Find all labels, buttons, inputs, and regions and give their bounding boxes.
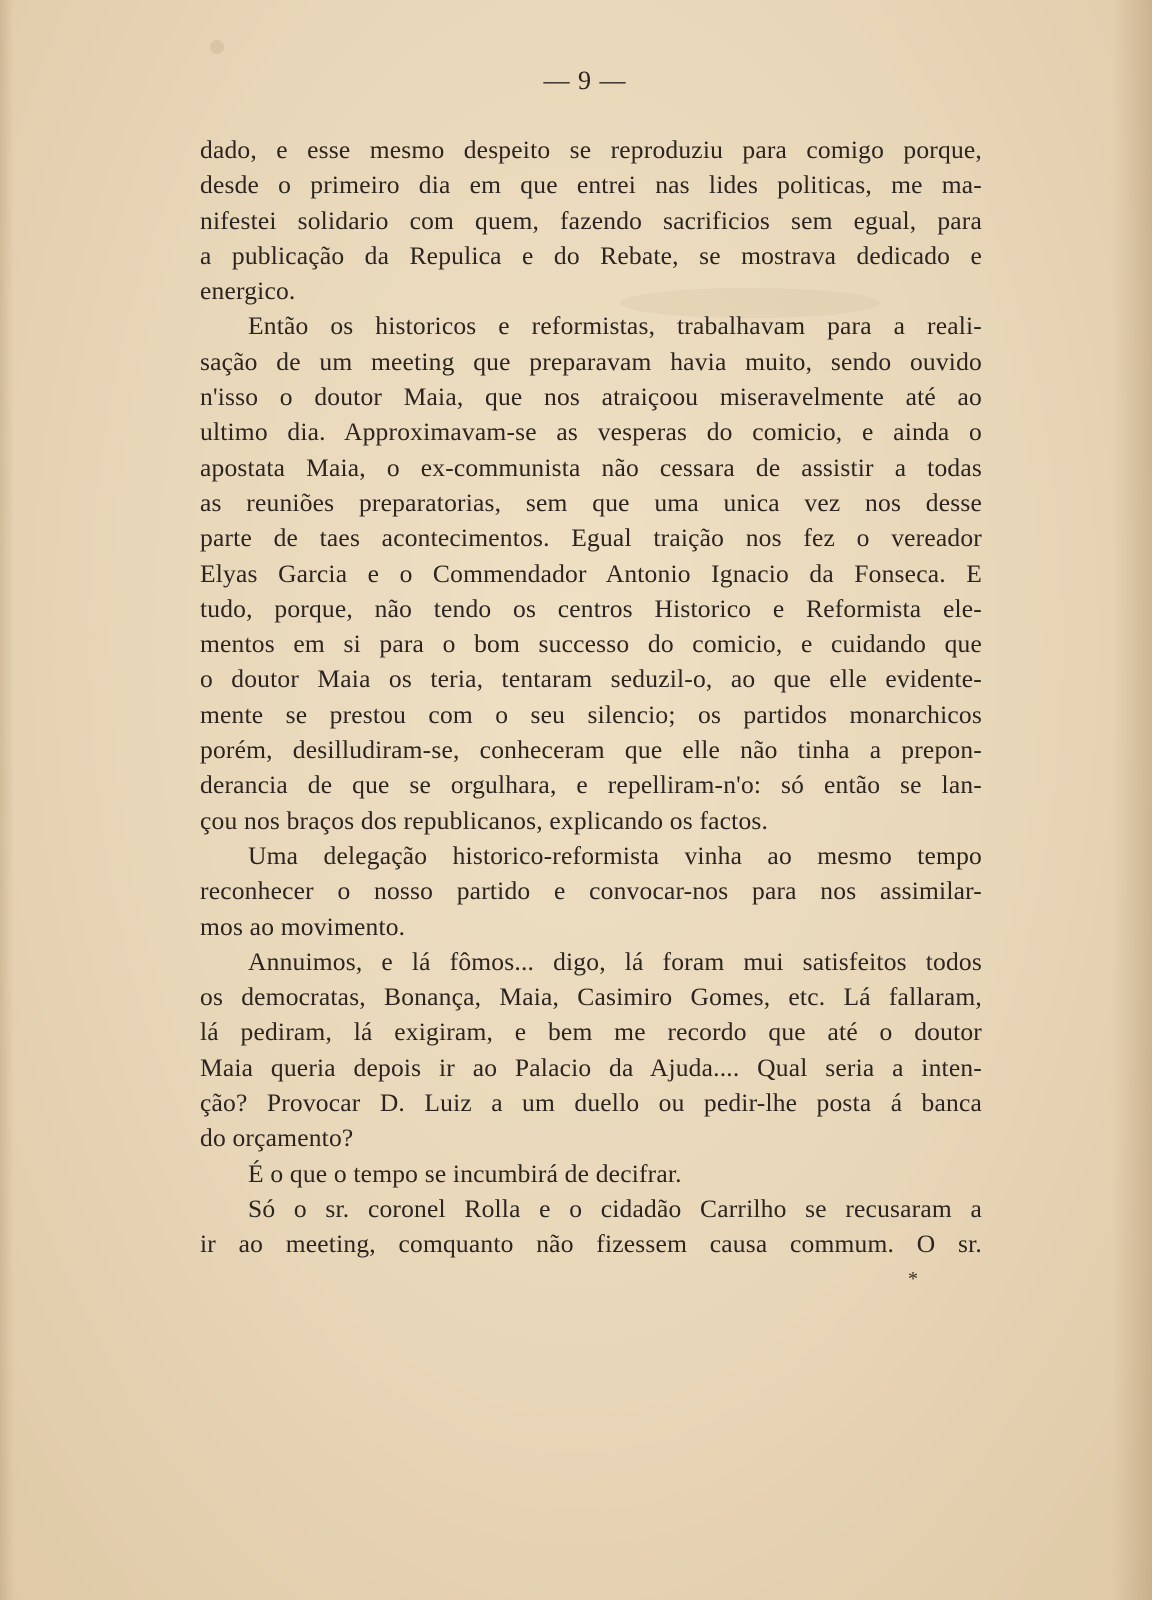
text-line: desde o primeiro dia em que entrei nas lides politicas, me ma-	[200, 170, 982, 200]
text-line: apostata Maia, o ex-communista não cessara de assistir a todas	[200, 452, 982, 482]
text-line: É o que o tempo se incumbirá de decifrar.	[248, 1158, 682, 1188]
text-line: ir ao meeting, comquanto não fizessem causa commum. O sr.	[200, 1229, 982, 1259]
text-line: Maia queria depois ir ao Palacio da Ajuda.... Qual seria a inten-	[200, 1052, 982, 1082]
text-line: porém, desilludiram-se, conheceram que elle não tinha a prepon-	[200, 735, 982, 765]
text-line: lá pediram, lá exigiram, e bem me recordo que até o doutor	[200, 1017, 982, 1047]
text-line: Só o sr. coronel Rolla e o cidadão Carrilho se recusaram a	[248, 1193, 982, 1223]
text-line: o doutor Maia os teria, tentaram seduzil-o, ao que elle evidente-	[200, 664, 982, 694]
text-line: dado, e esse mesmo despeito se reproduziu para comigo porque,	[200, 135, 982, 164]
body-text	[200, 132, 982, 1262]
text-line: energico.	[200, 276, 296, 306]
page-edge-right	[1112, 0, 1152, 1600]
page-edge-left	[0, 0, 14, 1600]
text-line: derancia de que se orgulhara, e repelliram-n'o: só então se lan-	[200, 770, 982, 800]
paper-stain	[210, 40, 224, 54]
text-line: parte de taes acontecimentos. Egual traição nos fez o vereador	[200, 523, 982, 553]
text-line: mentos em si para o bom successo do comicio, e cuidando que	[200, 629, 982, 659]
text-line: a publicação da Repulica e do Rebate, se mostrava dedicado e	[200, 240, 982, 270]
text-line: reconhecer o nosso partido e convocar-nos para nos assimilar-	[200, 876, 982, 906]
text-line: tudo, porque, não tendo os centros Historico e Reformista ele-	[200, 593, 982, 623]
text-line: Annuimos, e lá fômos... digo, lá foram mui satisfeitos todos	[248, 946, 982, 976]
text-line: do orçamento?	[200, 1123, 354, 1153]
signature-mark: *	[908, 1268, 918, 1290]
text-line: mente se prestou com o seu silencio; os partidos monarchicos	[200, 699, 982, 729]
text-line: Então os historicos e reformistas, trabalhavam para a reali-	[248, 311, 982, 341]
text-line: ultimo dia. Approximavam-se as vesperas do comicio, e ainda o	[200, 417, 982, 447]
text-line: sação de um meeting que preparavam havia muito, sendo ouvido	[200, 346, 982, 376]
text-line: Elyas Garcia e o Commendador Antonio Ignacio da Fonseca. E	[200, 558, 982, 588]
text-line: as reuniões preparatorias, sem que uma unica vez nos desse	[200, 487, 982, 517]
page-number: — 9 —	[543, 66, 627, 95]
text-line: nifestei solidario com quem, fazendo sacrificios sem egual, para	[200, 205, 982, 235]
text-line: çou nos braços dos republicanos, explicando os factos.	[200, 805, 769, 835]
text-line: ção? Provocar D. Luiz a um duello ou pedir-lhe posta á banca	[200, 1088, 982, 1118]
text-line: Uma delegação historico-reformista vinha ao mesmo tempo	[248, 840, 982, 870]
text-line: n'isso o doutor Maia, que nos atraiçoou miseravelmente até ao	[200, 382, 982, 412]
text-line: mos ao movimento.	[200, 911, 406, 941]
text-line: os democratas, Bonança, Maia, Casimiro Gomes, etc. Lá fallaram,	[200, 982, 982, 1012]
